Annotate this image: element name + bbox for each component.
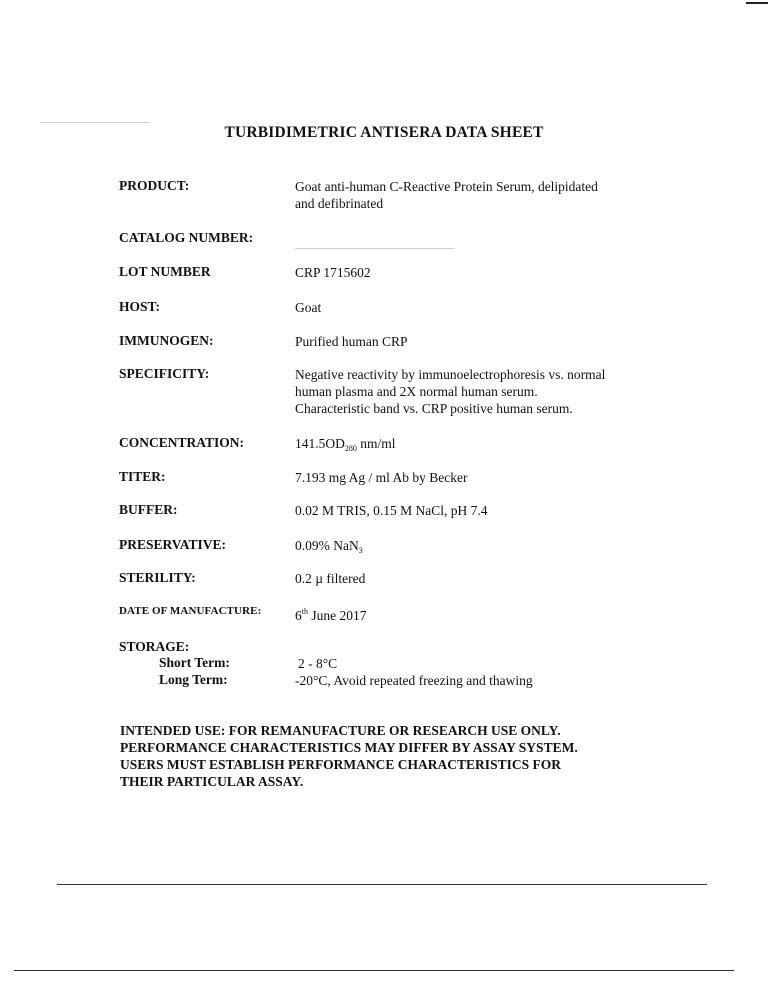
product-line: Goat anti-human C-Reactive Protein Serum, delipidated [295,179,598,194]
storage-long-label: Long Term: [159,672,228,687]
storage-label: STORAGE: [119,639,190,654]
preservative-main: 0.09% NaN [295,538,359,553]
intended-use-line: INTENDED USE: FOR REMANUFACTURE OR RESEARCH USE ONLY. [120,723,561,738]
buffer-value: 0.02 M TRIS, 0.15 M NaCl, pH 7.4 [295,503,488,518]
preservative-subscript: 3 [358,546,363,555]
manufacture-month-year: June 2017 [307,608,367,623]
lot-value: CRP 1715602 [295,265,371,280]
storage-long-value: -20°C, Avoid repeated freezing and thawing [295,673,533,688]
titer-label: TITER: [119,469,166,484]
concentration-unit: nm/ml [356,436,396,451]
lot-label: LOT NUMBER [119,264,211,279]
product-value [295,178,655,212]
document-title: TURBIDIMETRIC ANTISERA DATA SHEET [224,124,544,141]
sterility-label: STERILITY: [119,570,196,585]
titer-value: 7.193 mg Ag / ml Ab by Becker [295,470,468,485]
manufacture-label: DATE OF MANUFACTURE: [119,605,262,617]
concentration-value [295,435,655,457]
buffer-label: BUFFER: [119,502,178,517]
manufacture-ordinal: th [301,607,308,616]
footer-rule [57,884,707,885]
host-label: HOST: [119,299,161,314]
intended-use-statement [120,722,660,790]
preservative-value [295,537,655,559]
immunogen-label: IMMUNOGEN: [119,333,214,348]
intended-use-line: PERFORMANCE CHARACTERISTICS MAY DIFFER BY ASSAY SYSTEM. [120,740,578,755]
concentration-label: CONCENTRATION: [119,435,245,450]
catalog-label: CATALOG NUMBER: [119,230,254,245]
sterility-value: 0.2 µ filtered [295,571,366,586]
product-line: and defibrinated [295,196,384,211]
scan-mark [746,2,768,4]
specificity-line: human plasma and 2X normal human serum. [295,384,538,399]
storage-short-value: 2 - 8°C [298,656,338,671]
specificity-line: Negative reactivity by immunoelectrophoresis vs. normal [295,367,606,382]
scan-artifact [295,248,455,249]
specificity-label: SPECIFICITY: [119,366,210,381]
host-value: Goat [295,300,322,315]
manufacture-day: 6 [295,608,302,623]
intended-use-line: USERS MUST ESTABLISH PERFORMANCE CHARACTERISTICS FOR [120,757,561,772]
scan-artifact [40,122,150,123]
concentration-main: 141.5OD [295,436,345,451]
product-label: PRODUCT: [119,178,190,193]
specificity-line: Characteristic band vs. CRP positive human serum. [295,401,573,416]
preservative-label: PRESERVATIVE: [119,537,227,552]
intended-use-line: THEIR PARTICULAR ASSAY. [120,774,304,789]
immunogen-value: Purified human CRP [295,334,408,349]
footer-rule [14,970,734,971]
specificity-value [295,366,655,417]
concentration-subscript: 280 [344,444,357,453]
manufacture-value [295,603,655,624]
storage-short-label: Short Term: [159,655,230,670]
